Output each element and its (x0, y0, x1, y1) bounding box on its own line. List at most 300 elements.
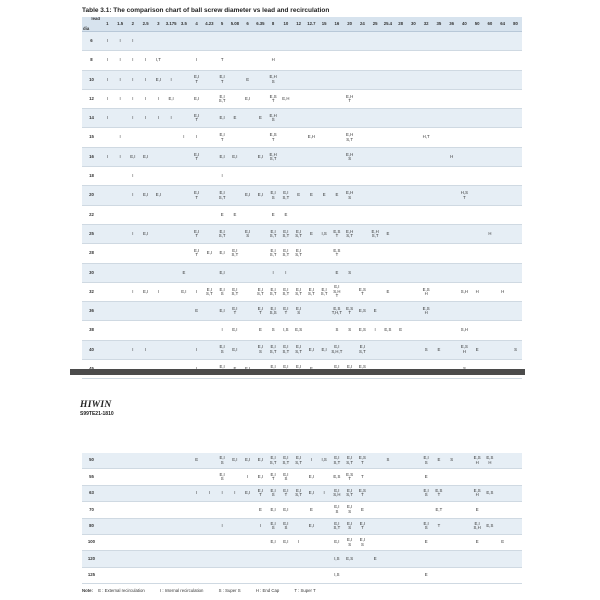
recirculation-cell: H (445, 147, 458, 166)
diameter-cell: 12 (82, 89, 101, 108)
recirculation-cell: E (267, 205, 280, 224)
recirculation-cell: S (331, 321, 344, 340)
recirculation-cell (101, 551, 114, 567)
recirculation-cell (484, 32, 497, 51)
recirculation-cell (139, 518, 152, 534)
lead-header-cell: 20 (343, 17, 356, 32)
recirculation-cell: I (216, 485, 229, 501)
recirculation-cell (356, 263, 369, 282)
recirculation-cell (420, 51, 433, 70)
recirculation-cell (496, 340, 509, 359)
diameter-cell: 80 (82, 518, 101, 534)
lead-header-cell: 12 (292, 17, 305, 32)
recirculation-cell: E,H S (267, 109, 280, 128)
recirculation-cell: E,T (433, 502, 446, 518)
note-external: E : External recirculation (98, 588, 145, 593)
recirculation-cell (152, 128, 165, 147)
recirculation-cell (369, 186, 382, 205)
recirculation-cell: E,H S (343, 186, 356, 205)
recirculation-cell (433, 147, 446, 166)
recirculation-cell: I (280, 263, 293, 282)
recirculation-cell (203, 340, 216, 359)
recirculation-cell (127, 534, 140, 550)
diameter-cell: 38 (82, 321, 101, 340)
table-row (82, 205, 522, 224)
recirculation-cell (241, 205, 254, 224)
recirculation-cell: E,I S (216, 340, 229, 359)
recirculation-cell (433, 282, 446, 301)
recirculation-cell: E,I (203, 244, 216, 263)
recirculation-cell (190, 263, 203, 282)
recirculation-cell (152, 518, 165, 534)
recirculation-cell: H (484, 224, 497, 243)
recirculation-cell (203, 321, 216, 340)
recirculation-cell (178, 469, 191, 485)
recirculation-cell (369, 51, 382, 70)
recirculation-cell: I (139, 70, 152, 89)
recirculation-cell (165, 551, 178, 567)
recirculation-cell: I (127, 167, 140, 186)
recirculation-cell (484, 282, 497, 301)
recirculation-cell (152, 32, 165, 51)
recirculation-cell: I (127, 224, 140, 243)
recirculation-cell (267, 32, 280, 51)
diameter-cell: 6 (82, 32, 101, 51)
recirculation-cell: S (343, 321, 356, 340)
recirculation-cell (496, 321, 509, 340)
recirculation-cell (369, 567, 382, 583)
recirculation-cell (203, 167, 216, 186)
recirculation-cell (229, 263, 242, 282)
recirculation-cell (356, 167, 369, 186)
table-row (82, 485, 522, 501)
recirculation-cell: E,H S,T (369, 224, 382, 243)
recirculation-cell: E,I (229, 147, 242, 166)
recirculation-cell: I (114, 70, 127, 89)
recirculation-cell: E,S T (331, 244, 344, 263)
recirculation-cell (178, 502, 191, 518)
recirculation-cell (114, 340, 127, 359)
recirculation-cell (241, 282, 254, 301)
recirculation-cell: E,I S,T (280, 186, 293, 205)
recirculation-cell: E,I S,T (292, 453, 305, 469)
recirculation-cell: I (152, 109, 165, 128)
recirculation-cell: E,I S,T (267, 224, 280, 243)
recirculation-cell: E,I T (190, 109, 203, 128)
diameter-cell: 8 (82, 51, 101, 70)
recirculation-cell (420, 147, 433, 166)
recirculation-cell: I (101, 70, 114, 89)
recirculation-cell (178, 224, 191, 243)
recirculation-cell (165, 32, 178, 51)
recirculation-cell (331, 51, 344, 70)
recirculation-cell (433, 302, 446, 321)
recirculation-cell (369, 70, 382, 89)
recirculation-cell (369, 128, 382, 147)
recirculation-cell (114, 551, 127, 567)
recirculation-cell: E,I T (190, 147, 203, 166)
recirculation-cell (305, 302, 318, 321)
recirculation-cell (382, 534, 395, 550)
recirculation-cell (382, 128, 395, 147)
recirculation-cell (203, 128, 216, 147)
recirculation-cell (509, 70, 522, 89)
recirculation-cell (152, 340, 165, 359)
recirculation-cell (127, 128, 140, 147)
recirculation-cell (318, 89, 331, 108)
table-row (82, 321, 522, 340)
recirculation-cell (394, 567, 407, 583)
diameter-cell: 18 (82, 167, 101, 186)
recirculation-cell: E,I S (280, 469, 293, 485)
recirculation-cell: E,S H (484, 453, 497, 469)
recirculation-cell: E,I S,T (331, 453, 344, 469)
lead-header-cell: 30 (407, 17, 420, 32)
recirculation-cell (280, 51, 293, 70)
recirculation-cell (318, 128, 331, 147)
recirculation-cell (254, 32, 267, 51)
lead-header-cell: 4.23 (203, 17, 216, 32)
recirculation-cell (382, 167, 395, 186)
lead-header-cell: 24 (356, 17, 369, 32)
recirculation-cell: E,I S,T (203, 282, 216, 301)
recirculation-cell (101, 205, 114, 224)
recirculation-cell (152, 167, 165, 186)
recirculation-cell (241, 340, 254, 359)
recirculation-cell: E,I (152, 186, 165, 205)
recirculation-cell: E (420, 534, 433, 550)
recirculation-cell: E,I (139, 224, 152, 243)
recirculation-cell: E,I (216, 360, 229, 379)
recirculation-cell (101, 469, 114, 485)
page-divider-band (70, 369, 525, 375)
recirculation-cell (343, 244, 356, 263)
recirculation-cell (331, 89, 344, 108)
recirculation-cell (343, 567, 356, 583)
recirculation-cell (318, 502, 331, 518)
recirculation-cell (139, 244, 152, 263)
recirculation-cell (369, 282, 382, 301)
recirculation-cell: E,I S (343, 518, 356, 534)
recirculation-cell: E,S (382, 321, 395, 340)
recirculation-cell: E (471, 502, 484, 518)
recirculation-cell (139, 263, 152, 282)
recirculation-cell (407, 534, 420, 550)
recirculation-cell: I (114, 128, 127, 147)
recirculation-cell (407, 321, 420, 340)
diameter-cell: 14 (82, 109, 101, 128)
recirculation-cell (458, 224, 471, 243)
recirculation-cell (382, 518, 395, 534)
notes-label: Note: (82, 588, 93, 593)
recirculation-cell (471, 186, 484, 205)
recirculation-cell (152, 567, 165, 583)
recirculation-cell (433, 32, 446, 51)
recirculation-cell (445, 340, 458, 359)
recirculation-cell (216, 502, 229, 518)
recirculation-cell (165, 485, 178, 501)
recirculation-cell (114, 302, 127, 321)
lead-header-cell: 16 (331, 17, 344, 32)
recirculation-cell (471, 567, 484, 583)
recirculation-cell (394, 128, 407, 147)
recirculation-cell: E,I T (254, 302, 267, 321)
recirculation-cell (280, 167, 293, 186)
recirculation-cell (394, 340, 407, 359)
recirculation-cell (216, 32, 229, 51)
recirculation-cell (445, 567, 458, 583)
recirculation-cell: E,I S,T (216, 89, 229, 108)
recirculation-cell: I,T (152, 51, 165, 70)
recirculation-cell (318, 321, 331, 340)
recirculation-cell (101, 453, 114, 469)
recirculation-cell (509, 534, 522, 550)
recirculation-cell (318, 51, 331, 70)
table-row (82, 263, 522, 282)
recirculation-cell (369, 89, 382, 108)
recirculation-cell (139, 205, 152, 224)
recirculation-cell: E,I S (267, 518, 280, 534)
recirculation-cell (203, 51, 216, 70)
recirculation-cell: I (152, 89, 165, 108)
recirculation-cell: E,I (152, 70, 165, 89)
recirculation-cell: E,H S,T (267, 147, 280, 166)
recirculation-cell: E,I (280, 502, 293, 518)
recirculation-cell (356, 224, 369, 243)
diameter-cell: 16 (82, 147, 101, 166)
recirculation-cell (178, 485, 191, 501)
recirculation-cell (165, 502, 178, 518)
recirculation-cell (496, 567, 509, 583)
recirculation-cell: E,I S,T (267, 340, 280, 359)
recirculation-cell (165, 453, 178, 469)
diameter-cell: 25 (82, 224, 101, 243)
recirculation-cell: E,I S,H T (331, 282, 344, 301)
recirculation-cell: E,I S,H (471, 518, 484, 534)
recirculation-cell: E,I S (216, 453, 229, 469)
recirculation-cell: E (254, 502, 267, 518)
recirculation-cell (152, 205, 165, 224)
recirculation-cell: H,T (420, 128, 433, 147)
recirculation-cell (382, 205, 395, 224)
recirculation-cell: I (101, 32, 114, 51)
recirculation-cell: I (267, 263, 280, 282)
recirculation-cell (203, 534, 216, 550)
recirculation-cell: E,I (139, 147, 152, 166)
recirculation-cell: I (101, 51, 114, 70)
recirculation-cell (356, 244, 369, 263)
recirculation-cell (139, 453, 152, 469)
recirculation-cell (394, 282, 407, 301)
recirculation-cell: E,I (216, 302, 229, 321)
recirculation-cell (484, 186, 497, 205)
recirculation-cell (445, 321, 458, 340)
recirculation-cell (356, 205, 369, 224)
recirculation-cell: E,S (356, 360, 369, 379)
recirculation-cell (305, 263, 318, 282)
recirculation-cell: E,I (241, 89, 254, 108)
recirculation-cell (407, 109, 420, 128)
recirculation-cell (496, 469, 509, 485)
recirculation-cell (356, 147, 369, 166)
recirculation-cell (369, 518, 382, 534)
recirculation-cell (382, 551, 395, 567)
recirculation-cell: I (139, 89, 152, 108)
recirculation-cell (178, 244, 191, 263)
recirculation-cell (394, 518, 407, 534)
recirculation-cell (445, 244, 458, 263)
recirculation-cell: E,I (216, 244, 229, 263)
recirculation-cell: E,H (305, 128, 318, 147)
recirculation-cell (152, 302, 165, 321)
recirculation-cell: E (190, 302, 203, 321)
recirculation-cell (343, 109, 356, 128)
recirculation-cell (178, 567, 191, 583)
recirculation-cell: E (433, 340, 446, 359)
lead-header-cell: 12.7 (305, 17, 318, 32)
recirculation-cell (458, 518, 471, 534)
recirculation-cell (356, 89, 369, 108)
recirculation-cell (394, 551, 407, 567)
recirculation-cell: I,S (318, 224, 331, 243)
recirculation-cell (203, 205, 216, 224)
recirculation-cell: E,H (280, 89, 293, 108)
recirculation-cell: I (190, 340, 203, 359)
recirculation-cell (509, 302, 522, 321)
recirculation-cell (407, 167, 420, 186)
recirculation-cell (241, 518, 254, 534)
recirculation-cell (127, 551, 140, 567)
recirculation-cell (101, 534, 114, 550)
recirculation-cell (305, 51, 318, 70)
recirculation-cell (484, 302, 497, 321)
recirculation-cell (165, 205, 178, 224)
recirculation-cell (331, 70, 344, 89)
recirculation-cell (484, 205, 497, 224)
recirculation-cell (292, 551, 305, 567)
recirculation-cell (445, 128, 458, 147)
recirculation-cell (356, 567, 369, 583)
recirculation-cell (356, 186, 369, 205)
recirculation-cell (407, 567, 420, 583)
recirculation-cell: E (356, 502, 369, 518)
recirculation-cell (509, 167, 522, 186)
recirculation-cell (484, 147, 497, 166)
recirculation-cell: I (369, 321, 382, 340)
recirculation-cell: E (241, 70, 254, 89)
recirculation-cell (139, 128, 152, 147)
recirculation-cell: E,S (484, 485, 497, 501)
recirculation-cell (305, 551, 318, 567)
recirculation-cell: E,H S,T (343, 128, 356, 147)
recirculation-cell (356, 51, 369, 70)
note-end-cap: H : End Cap (255, 588, 280, 593)
recirculation-cell: E,I T (254, 485, 267, 501)
recirculation-cell (407, 89, 420, 108)
recirculation-cell: E,I (267, 534, 280, 550)
recirculation-cell: E,I S,T (216, 224, 229, 243)
recirculation-cell (496, 224, 509, 243)
recirculation-cell: I (318, 485, 331, 501)
recirculation-cell (458, 109, 471, 128)
lead-header-cell: 60 (484, 17, 497, 32)
recirculation-cell (241, 244, 254, 263)
recirculation-cell: E,I S,T (331, 518, 344, 534)
table-row (82, 502, 522, 518)
recirculation-cell (420, 502, 433, 518)
recirculation-cell: E,I (267, 502, 280, 518)
recirculation-cell (292, 109, 305, 128)
table-row (82, 147, 522, 166)
lead-header-cell: 40 (458, 17, 471, 32)
recirculation-cell (484, 70, 497, 89)
recirculation-cell (203, 186, 216, 205)
recirculation-cell (267, 551, 280, 567)
recirculation-cell: E (331, 263, 344, 282)
recirculation-cell: E,I (229, 321, 242, 340)
recirculation-cell (190, 321, 203, 340)
recirculation-cell (509, 453, 522, 469)
recirculation-cell: E,I (280, 534, 293, 550)
recirculation-cell (496, 485, 509, 501)
table-row (82, 453, 522, 469)
recirculation-cell (139, 469, 152, 485)
lead-header-cell: 1 (101, 17, 114, 32)
recirculation-cell: E,S T (433, 485, 446, 501)
recirculation-cell: E,I S,S (267, 302, 280, 321)
recirculation-cell: I (216, 321, 229, 340)
recirculation-cell: E,I S,H (331, 485, 344, 501)
recirculation-cell: E,S T (343, 302, 356, 321)
lead-header-cell: 50 (471, 17, 484, 32)
recirculation-cell (433, 128, 446, 147)
recirculation-cell: E,I (292, 360, 305, 379)
recirculation-cell (445, 32, 458, 51)
recirculation-cell (471, 109, 484, 128)
table-row (82, 167, 522, 186)
diameter-cell: 32 (82, 282, 101, 301)
recirculation-cell: E,I (254, 453, 267, 469)
recirculation-cell (433, 321, 446, 340)
recirculation-cell (471, 205, 484, 224)
recirculation-cell: E,I (241, 186, 254, 205)
recirculation-cell (471, 70, 484, 89)
recirculation-cell: S (445, 453, 458, 469)
table-row (82, 128, 522, 147)
recirculation-cell: I (254, 518, 267, 534)
recirculation-cell (280, 567, 293, 583)
recirculation-cell: E (305, 502, 318, 518)
recirculation-cell (445, 302, 458, 321)
recirculation-cell (139, 321, 152, 340)
recirculation-cell (203, 70, 216, 89)
recirculation-cell: E,I S,T (267, 244, 280, 263)
recirculation-cell: E,I (216, 147, 229, 166)
recirculation-cell (445, 51, 458, 70)
recirculation-cell: I,S (280, 321, 293, 340)
recirculation-cell (165, 186, 178, 205)
recirculation-cell: I (127, 32, 140, 51)
recirculation-cell: E,I S,T (292, 282, 305, 301)
diameter-cell: 20 (82, 186, 101, 205)
page-title: Table 3.1: The comparison chart of ball screw diameter vs lead and recirculation (82, 7, 330, 14)
recirculation-cell (203, 502, 216, 518)
recirculation-cell (394, 263, 407, 282)
recirculation-cell (331, 109, 344, 128)
recirculation-cell: I (101, 89, 114, 108)
recirculation-cell (343, 167, 356, 186)
recirculation-cell: E,I S (267, 186, 280, 205)
